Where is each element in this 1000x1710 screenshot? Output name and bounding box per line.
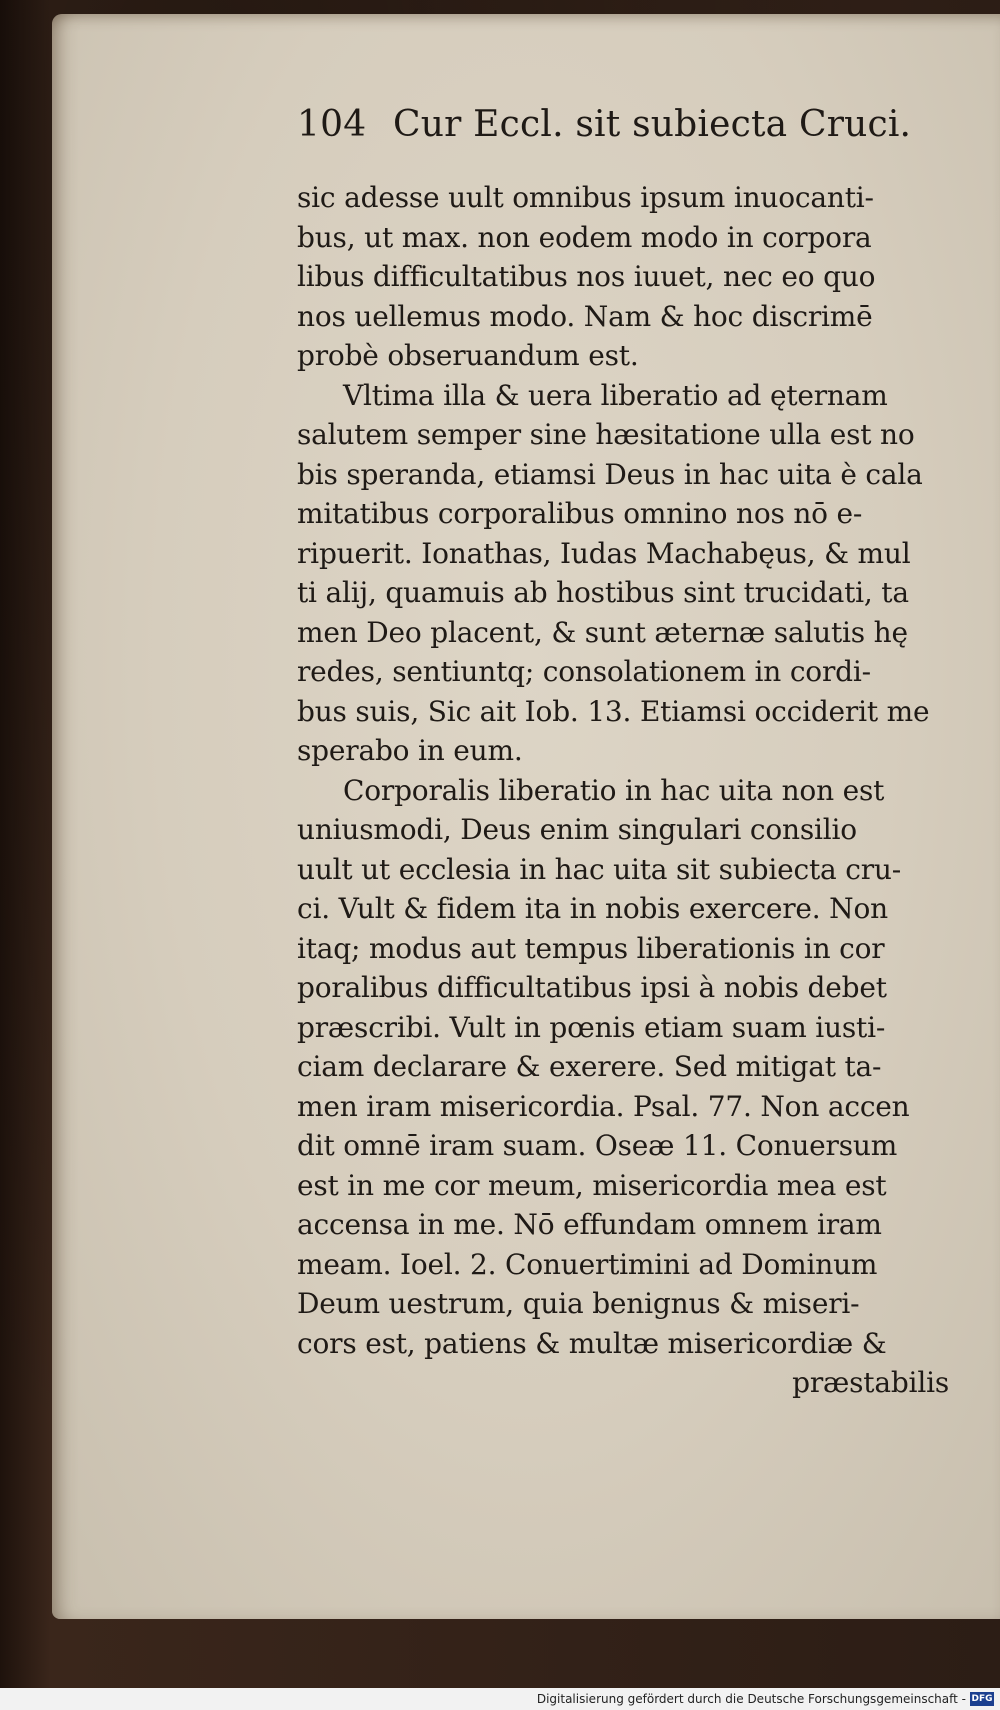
text-line: sperabo in eum. bbox=[297, 734, 523, 767]
text-line: men Deo placent, & sunt æternæ salutis hę bbox=[297, 615, 908, 649]
dfg-logo-icon: DFG bbox=[971, 1694, 993, 1704]
text-line: ripuerit. Ionathas, Iudas Machabęus, & mul bbox=[297, 536, 911, 570]
text-line: redes, sentiuntq; consolationem in cordi- bbox=[297, 655, 871, 688]
text-line: mitatibus corporalibus omnino nos nō e- bbox=[297, 497, 863, 530]
paragraph-start-line: Corporalis liberatio in hac uita non est bbox=[343, 773, 885, 807]
text-line: accensa in me. Nō effundam omnem iram bbox=[297, 1208, 882, 1241]
text-line: præscribi. Vult in pœnis etiam suam iusti- bbox=[297, 1010, 886, 1044]
page-number: 104 bbox=[297, 104, 367, 145]
text-line: bus, ut max. non eodem modo in corpora bbox=[297, 220, 872, 254]
text-line: dit omnē iram suam. Oseæ 11. Conuersum bbox=[297, 1129, 898, 1162]
digitization-credit: Digitalisierung gefördert durch die Deutsche Forschungsgemeinschaft - bbox=[536, 1692, 966, 1706]
running-title: Cur Eccl. sit subiecta Cruci. bbox=[393, 104, 912, 145]
text-line: uniusmodi, Deus enim singulari consilio bbox=[297, 813, 857, 846]
text-line: nos uellemus modo. Nam & hoc discrimē bbox=[297, 299, 873, 333]
text-line: poralibus difficultatibus ipsi à nobis debet bbox=[297, 971, 887, 1004]
text-line: bis speranda, etiamsi Deus in hac uita è cala bbox=[297, 457, 923, 491]
digitization-credit-bar bbox=[0, 1688, 1000, 1710]
paragraph-start-line: Vltima illa & uera liberatio ad ęternam bbox=[343, 378, 888, 412]
text-line: Deum uestrum, quia benignus & miseri- bbox=[297, 1287, 860, 1320]
text-line: salutem semper sine hæsitatione ulla est no bbox=[297, 418, 915, 451]
text-line: itaq; modus aut tempus liberationis in cor bbox=[297, 931, 885, 965]
text-line: ti alij, quamuis ab hostibus sint trucidati, ta bbox=[297, 576, 909, 609]
text-line: meam. Ioel. 2. Conuertimini ad Dominum bbox=[297, 1247, 878, 1281]
text-line: bus suis, Sic ait Iob. 13. Etiamsi occiderit me bbox=[297, 694, 930, 728]
text-line: cors est, patiens & multæ misericordiæ & bbox=[297, 1326, 887, 1360]
catchword: præstabilis bbox=[792, 1366, 949, 1399]
text-line: est in me cor meum, misericordia mea est bbox=[297, 1168, 887, 1202]
text-line: ci. Vult & fidem ita in nobis exercere. Non bbox=[297, 892, 888, 925]
text-line: ciam declarare & exerere. Sed mitigat ta- bbox=[297, 1050, 882, 1083]
text-line: men iram misericordia. Psal. 77. Non accen bbox=[297, 1089, 910, 1123]
text-line: sic adesse uult omnibus ipsum inuocanti- bbox=[297, 181, 874, 214]
text-line: uult ut ecclesia in hac uita sit subiecta cru- bbox=[297, 852, 901, 886]
text-line: libus difficultatibus nos iuuet, nec eo quo bbox=[297, 260, 876, 293]
page-text-block bbox=[297, 104, 957, 1403]
text-line: probè obseruandum est. bbox=[297, 339, 639, 372]
page-header bbox=[297, 104, 957, 178]
